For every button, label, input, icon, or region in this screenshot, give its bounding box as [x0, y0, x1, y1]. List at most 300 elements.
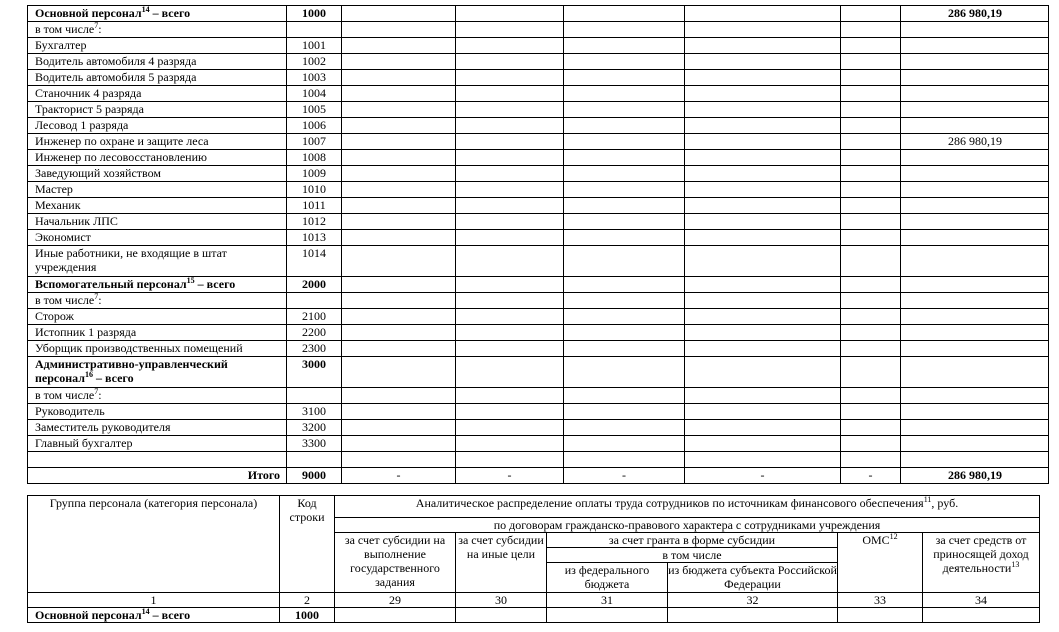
value-cell: [841, 86, 901, 102]
row-label: [28, 118, 287, 134]
value-cell: [685, 388, 841, 404]
row-label: [28, 404, 287, 420]
row-code: 1012: [287, 214, 342, 230]
row-code: 1009: [287, 166, 342, 182]
footnote-ref: 13: [1011, 560, 1020, 569]
value-cell: [456, 150, 564, 166]
table-row: [28, 452, 1049, 468]
total-code: 9000: [287, 468, 342, 484]
row-code: [287, 22, 342, 38]
row-label-text: Водитель автомобиля 4 разряда: [35, 54, 197, 68]
value-cell: [342, 325, 456, 341]
value-cell: [456, 246, 564, 277]
row-label-text: Инженер по лесовосстановлению: [35, 150, 207, 164]
value-cell: [841, 404, 901, 420]
value-cell: [456, 86, 564, 102]
header-income: [923, 533, 1040, 593]
value-cell: [456, 118, 564, 134]
row-code: [287, 388, 342, 404]
value-cell: [456, 54, 564, 70]
row-total: [901, 150, 1049, 166]
row-label-text: Водитель автомобиля 5 разряда: [35, 70, 197, 84]
value-cell: [841, 309, 901, 325]
value-cell: [841, 420, 901, 436]
row-label-text: в том числе: [35, 293, 95, 307]
column-number: 1: [28, 593, 280, 608]
table-row: [28, 436, 1049, 452]
row-total: [901, 54, 1049, 70]
value-cell: [456, 230, 564, 246]
value-cell: [456, 341, 564, 357]
value-cell: [456, 166, 564, 182]
row-label-text: в том числе: [35, 388, 95, 402]
value-cell: [841, 150, 901, 166]
row-code: 1001: [287, 38, 342, 54]
value-cell: [342, 341, 456, 357]
row-label-text: Главный бухгалтер: [35, 436, 133, 450]
value-cell: [685, 166, 841, 182]
value-cell: [456, 6, 564, 22]
value-cell: [841, 118, 901, 134]
row-total: [901, 452, 1049, 468]
row-code: 1007: [287, 134, 342, 150]
staff-table: [27, 5, 1049, 484]
row-total: [901, 293, 1049, 309]
value-cell: [685, 118, 841, 134]
table-row: [28, 293, 1049, 309]
value-cell: [342, 388, 456, 404]
value-cell: [841, 452, 901, 468]
value-cell: [841, 134, 901, 150]
row-code: 2300: [287, 341, 342, 357]
row-label: [28, 388, 287, 404]
value-cell: [564, 70, 685, 86]
row-label-text: Бухгалтер: [35, 38, 87, 52]
header-contracts: по договорам гражданско-правового характера с сотрудниками учреждения: [335, 518, 1040, 533]
row-code: 1006: [287, 118, 342, 134]
total-dash: -: [342, 468, 456, 484]
row-code: 1008: [287, 150, 342, 166]
value-cell: [456, 293, 564, 309]
value-cell: [456, 38, 564, 54]
total-row: [28, 468, 1049, 484]
value-cell: [564, 309, 685, 325]
row-label-text: Механик: [35, 198, 81, 212]
value-cell: [841, 325, 901, 341]
row-total: [901, 70, 1049, 86]
row-label: [28, 6, 287, 22]
row-code: [287, 452, 342, 468]
footnote-ref: 14: [141, 607, 150, 616]
value-cell: [841, 166, 901, 182]
row-total: [901, 309, 1049, 325]
row-total: [901, 388, 1049, 404]
row-total: [901, 357, 1049, 388]
value-cell: [342, 293, 456, 309]
footnote-ref: 15: [186, 276, 195, 285]
table-row: [28, 150, 1049, 166]
value-cell: [685, 182, 841, 198]
row-label-text: в том числе: [35, 22, 95, 36]
header-federal: из федерального бюджета: [547, 563, 668, 593]
value-cell: [564, 452, 685, 468]
table-row: [28, 6, 1049, 22]
value-cell: [342, 404, 456, 420]
row-label: [28, 214, 287, 230]
value-cell: [841, 436, 901, 452]
value-cell: [685, 198, 841, 214]
value-cell: [547, 608, 668, 623]
value-cell: [685, 277, 841, 293]
value-cell: [564, 420, 685, 436]
value-cell: [342, 150, 456, 166]
row-code: 2200: [287, 325, 342, 341]
row-code: 3100: [287, 404, 342, 420]
row-label-suffix: – всего: [93, 371, 134, 385]
row-label: [28, 452, 287, 468]
row-code: 1004: [287, 86, 342, 102]
value-cell: [564, 357, 685, 388]
value-cell: [456, 608, 547, 623]
table-row: [28, 198, 1049, 214]
header-income-text: за счет средств от приносящей доход деятельности: [933, 533, 1029, 575]
value-cell: [841, 198, 901, 214]
row-label-text: Начальник ЛПС: [35, 214, 118, 228]
value-cell: [564, 293, 685, 309]
table-row: [28, 166, 1049, 182]
row-label-suffix: – всего: [194, 277, 236, 291]
column-number: 2: [280, 593, 335, 608]
row-label-text: Административно-управленческий персонал: [35, 357, 228, 385]
table-row: [28, 277, 1049, 293]
value-cell: [564, 230, 685, 246]
table-row: [28, 134, 1049, 150]
row-label-text: Инженер по охране и защите леса: [35, 134, 209, 148]
header-subsidy-task: за счет субсидии на выполнение государственного задания: [335, 533, 456, 593]
value-cell: [564, 6, 685, 22]
row-code: 1000: [287, 6, 342, 22]
value-cell: [564, 150, 685, 166]
row-label: [28, 134, 287, 150]
value-cell: [342, 357, 456, 388]
row-code: 1002: [287, 54, 342, 70]
value-cell: [564, 118, 685, 134]
table-row: [28, 608, 1040, 623]
row-label: [28, 420, 287, 436]
table-row: [28, 118, 1049, 134]
value-cell: [564, 325, 685, 341]
column-number: 29: [335, 593, 456, 608]
value-cell: [342, 6, 456, 22]
value-cell: [564, 341, 685, 357]
value-cell: [685, 86, 841, 102]
value-cell: [841, 357, 901, 388]
value-cell: [685, 6, 841, 22]
footnote-ref: 12: [889, 532, 898, 541]
value-cell: [564, 166, 685, 182]
value-cell: [456, 420, 564, 436]
row-total: [901, 166, 1049, 182]
row-label-text: Основной персонал: [35, 608, 142, 622]
row-total: [901, 436, 1049, 452]
row-total: [901, 118, 1049, 134]
value-cell: [841, 6, 901, 22]
header-analytic-unit: , руб.: [931, 496, 959, 510]
value-cell: [342, 166, 456, 182]
value-cell: [342, 118, 456, 134]
row-label-text: Экономист: [35, 230, 91, 244]
value-cell: [685, 246, 841, 277]
header-subsidy-other: за счет субсидии на иные цели: [456, 533, 547, 593]
value-cell: [456, 325, 564, 341]
header-oms: [838, 533, 923, 593]
column-number: 34: [923, 593, 1040, 608]
row-total: [901, 22, 1049, 38]
row-label-suffix: – всего: [149, 608, 191, 622]
header-analytic-text: Аналитическое распределение оплаты труда сотрудников по источникам финансового обеспечения: [415, 496, 924, 510]
table-row: [28, 246, 1049, 277]
row-label: [28, 198, 287, 214]
value-cell: [342, 102, 456, 118]
value-cell: [456, 198, 564, 214]
row-label-suffix: :: [98, 388, 102, 402]
column-numbers-row: [28, 593, 1040, 608]
value-cell: [564, 404, 685, 420]
row-total: [901, 420, 1049, 436]
value-cell: [841, 293, 901, 309]
column-number: 33: [838, 593, 923, 608]
value-cell: [342, 198, 456, 214]
value-cell: [685, 357, 841, 388]
row-label: [28, 70, 287, 86]
row-label: [28, 246, 287, 277]
value-cell: [456, 134, 564, 150]
value-cell: [841, 22, 901, 38]
row-label: [28, 341, 287, 357]
row-total: 286 980,19: [901, 6, 1049, 22]
row-label: [28, 166, 287, 182]
value-cell: [564, 86, 685, 102]
value-cell: [685, 54, 841, 70]
value-cell: [841, 54, 901, 70]
value-cell: [564, 277, 685, 293]
value-cell: [342, 22, 456, 38]
value-cell: [668, 608, 838, 623]
row-label: [28, 230, 287, 246]
row-label: [28, 293, 287, 309]
value-cell: [456, 22, 564, 38]
value-cell: [564, 198, 685, 214]
total-dash: -: [841, 468, 901, 484]
row-total: 286 980,19: [901, 134, 1049, 150]
row-label-text: Истопник 1 разряда: [35, 325, 137, 339]
column-number: 30: [456, 593, 547, 608]
value-cell: [841, 388, 901, 404]
footnote-ref: 7: [94, 387, 99, 396]
row-total: [901, 86, 1049, 102]
value-cell: [923, 608, 1040, 623]
header-including: в том числе: [547, 548, 838, 563]
table-row: [28, 341, 1049, 357]
value-cell: [342, 54, 456, 70]
row-code: 1000: [280, 608, 335, 623]
row-code: 3300: [287, 436, 342, 452]
row-label-text: Заместитель руководителя: [35, 420, 171, 434]
row-label-text: Основной персонал: [35, 6, 142, 20]
row-code: 1011: [287, 198, 342, 214]
row-label-text: Станочник 4 разряда: [35, 86, 142, 100]
value-cell: [342, 246, 456, 277]
row-total: [901, 198, 1049, 214]
value-cell: [342, 309, 456, 325]
value-cell: [841, 182, 901, 198]
value-cell: [342, 182, 456, 198]
footnote-ref: 14: [141, 5, 150, 14]
value-cell: [685, 436, 841, 452]
value-cell: [564, 182, 685, 198]
row-total: [901, 325, 1049, 341]
value-cell: [685, 134, 841, 150]
row-total: [901, 277, 1049, 293]
value-cell: [335, 608, 456, 623]
row-label: [28, 86, 287, 102]
table-row: [28, 70, 1049, 86]
value-cell: [564, 214, 685, 230]
row-code: 1014: [287, 246, 342, 277]
table-row: [28, 182, 1049, 198]
row-label: [28, 357, 287, 388]
value-cell: [685, 420, 841, 436]
row-code: 1003: [287, 70, 342, 86]
row-total: [901, 182, 1049, 198]
row-code: 1005: [287, 102, 342, 118]
row-label: [28, 22, 287, 38]
header-grant: за счет гранта в форме субсидии: [547, 533, 838, 548]
value-cell: [342, 277, 456, 293]
row-total: [901, 230, 1049, 246]
row-label-text: Руководитель: [35, 404, 105, 418]
value-cell: [564, 54, 685, 70]
row-label-suffix: :: [98, 22, 102, 36]
row-label: [28, 38, 287, 54]
header-group: Группа персонала (категория персонала): [28, 496, 280, 593]
row-label: [28, 309, 287, 325]
row-label: [28, 150, 287, 166]
value-cell: [564, 246, 685, 277]
row-label: [28, 102, 287, 118]
header-code: Код строки: [280, 496, 335, 593]
table-row: [28, 22, 1049, 38]
table-row: [28, 325, 1049, 341]
value-cell: [342, 86, 456, 102]
value-cell: [456, 214, 564, 230]
value-cell: [685, 150, 841, 166]
total-label: Итого: [28, 468, 287, 484]
value-cell: [841, 38, 901, 54]
table-row: [28, 388, 1049, 404]
value-cell: [685, 325, 841, 341]
value-cell: [685, 214, 841, 230]
value-cell: [456, 70, 564, 86]
row-code: [287, 293, 342, 309]
value-cell: [685, 404, 841, 420]
value-cell: [456, 436, 564, 452]
value-cell: [456, 309, 564, 325]
value-cell: [342, 230, 456, 246]
value-cell: [342, 420, 456, 436]
footnote-ref: 7: [94, 21, 99, 30]
value-cell: [685, 341, 841, 357]
value-cell: [564, 134, 685, 150]
footnote-ref: 11: [923, 495, 932, 504]
footnote-ref: 16: [85, 370, 93, 379]
row-label-text: Тракторист 5 разряда: [35, 102, 144, 116]
row-label: [28, 325, 287, 341]
value-cell: [841, 230, 901, 246]
row-total: [901, 246, 1049, 277]
total-value: 286 980,19: [901, 468, 1049, 484]
value-cell: [342, 214, 456, 230]
value-cell: [456, 388, 564, 404]
value-cell: [564, 436, 685, 452]
header-regional: из бюджета субъекта Российской Федерации: [668, 563, 837, 591]
row-total: [901, 214, 1049, 230]
row-label-text: Мастер: [35, 182, 73, 196]
value-cell: [841, 214, 901, 230]
row-code: 3000: [287, 357, 342, 388]
value-cell: [456, 404, 564, 420]
table-row: [28, 309, 1049, 325]
table-row: [28, 54, 1049, 70]
row-total: [901, 38, 1049, 54]
row-code: 3200: [287, 420, 342, 436]
total-dash: -: [456, 468, 564, 484]
value-cell: [685, 230, 841, 246]
value-cell: [342, 70, 456, 86]
value-cell: [564, 388, 685, 404]
row-label: [28, 54, 287, 70]
table-row: [28, 214, 1049, 230]
header-oms-text: ОМС: [862, 533, 890, 547]
row-total: [901, 341, 1049, 357]
row-label-text: Вспомогательный персонал: [35, 277, 187, 291]
analytic-distribution-table: [27, 495, 1040, 623]
row-label: [28, 277, 287, 293]
column-number: 32: [668, 593, 838, 608]
row-label: [28, 608, 280, 623]
footnote-ref: 7: [94, 292, 99, 301]
row-total: [901, 404, 1049, 420]
table-row: [28, 230, 1049, 246]
value-cell: [564, 102, 685, 118]
value-cell: [685, 293, 841, 309]
total-dash: -: [564, 468, 685, 484]
row-label-text: Лесовод 1 разряда: [35, 118, 129, 132]
value-cell: [841, 70, 901, 86]
header-analytic: [335, 496, 1040, 518]
row-code: 1013: [287, 230, 342, 246]
table-row: [28, 86, 1049, 102]
value-cell: [342, 134, 456, 150]
row-total: [901, 102, 1049, 118]
value-cell: [342, 436, 456, 452]
value-cell: [685, 309, 841, 325]
value-cell: [685, 38, 841, 54]
value-cell: [685, 22, 841, 38]
table-row: [28, 404, 1049, 420]
value-cell: [685, 452, 841, 468]
row-code: 1010: [287, 182, 342, 198]
